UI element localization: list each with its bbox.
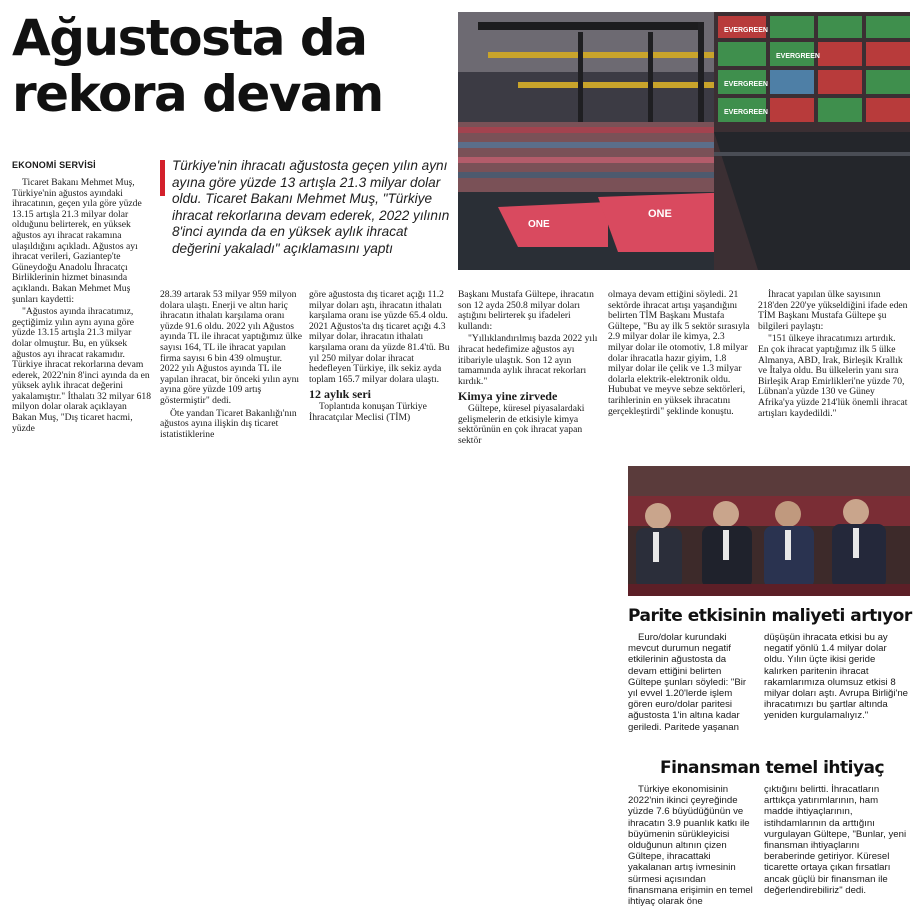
- paragraph: "Yıllıklandırılmış bazda 2022 yılı ihracat hedefimize ağustos ayı itibariyle ulaştık. Son 12 ayın tamamında aylık ihracat rekorları kırdık.": [458, 333, 598, 387]
- paragraph: çıktığını belirtti. İhracatların arttıkça yatırımlarının, ham madde ihtiyaçlarının, istihdamlarının da arttığını vurgulayan Gültepe, "Bunlar, yeni finansman ihtiyaçlarını beraberinde getiriyor. Küresel ticarette ortaya çıkan fırsatları ancak güçlü bir finansman ile değerlendirebiliriz" dedi.: [764, 784, 907, 896]
- meeting-photo-illustration: [628, 466, 910, 596]
- paragraph: göre ağustosta dış ticaret açığı 11.2 milyar doları aştı, ihracatın ithalatı karşılama oranı ise yüzde 65.4 oldu. 2021 Ağustos'ta dış ticaret açığı 4.3 milyar dolar, ihracatın ithalatı karşılama oranı da yüzde 81.4'tü. Bu yıl 250 milyar dolar ihracat hedefleyen Türkiye, ilk sekiz ayda toplam 165.7 milyar dolara ulaştı.: [309, 289, 450, 385]
- paragraph: Ticaret Bakanı Mehmet Muş, Türkiye'nin ağustos ayındaki ihracatının, geçen yıla göre yüzde 13.15 artışla 21.3 milyar dolar olduğunu belirterek, en yüksek ağustos ayı ihracat rakamına ulaşıldığını açıkladı. Ağustos ayı ihracat verileri, Gaziantep'te Güneydoğu Anadolu İhracatçı Birliklerinin hizmet binasında açıklandı. Bakan Mehmet Muş şunları kaydetti:: [12, 177, 142, 305]
- paragraph: olmaya devam ettiğini söyledi. 21 sektörde ihracat artışı yaşandığını belirten TİM Başkanı Mustafa Gültepe, "Bu ay ilk 5 sektör sırasıyla 2.9 milyar dolar ile kimya, 2.3 milyar dolar ile otomotiv, 1.8 milyar dolar ihracatla hazır giyim, 1.8 milyar dolar ile çelik ve 1.3 milyar dolarla elektrik-elektronik oldu. Hububat ve meyve sebze sektörleri, tarihlerinin en yüksek ihracatını gerçekleştirdi" şeklinde konuştu.: [608, 289, 750, 417]
- paragraph: "151 ülkeye ihracatımızı artırdık. En çok ihracat yaptığımız ilk 5 ülke Almanya, ABD, Irak, Birleşik Krallık ve İtalya oldu. Bu ülkelerin yanı sıra Birleşik Arap Emirlikleri'ne yüzde 70, Lübnan'a yüzde 130 ve Güney Afrika'ya yüzde 214'lük önemli ihracat artışları kaydedildi.": [758, 333, 908, 419]
- paragraph: İhracat yapılan ülke sayısının 218'den 220'ye yükseldiğini ifade eden TİM Başkanı Mustafa Gültepe şu bilgileri paylaştı:: [758, 289, 908, 332]
- headline-line-2: rekora devam: [12, 65, 383, 123]
- article-column-5: [608, 290, 752, 419]
- lead-accent-bar: [160, 160, 165, 196]
- paragraph: Euro/dolar kurundaki mevcut durumun negatif etkilerinin ağustosta da devam ettiğini belirten Gültepe şunları söyledi: "Bir yıl evvel 1.20'lerde işlem gören euro/dolar paritesi ağustosta 1'in altına kadar geriledi. Paritede yaşanan: [628, 632, 747, 733]
- section-label: EKONOMİ SERVİSİ: [12, 160, 96, 170]
- parite-column-left: [628, 632, 756, 733]
- finansman-column-right: [764, 784, 910, 896]
- paragraph: "Ağustos ayında ihracatımız, geçtiğimiz yılın aynı ayına göre yüzde 13.15 artışla 21.3 milyar dolar olmuştur. Bu, en yüksek ağustos ayı ihracat rakamıdır. Türkiye ihracat rekorlarına devam ederek, 2022'nin 8'inci ayında da en yüksek aylık ihracat değerini yakalamıştır." İthalatı 32 milyar 618 milyon dolar olarak açıklayan Bakan Muş, "Dış ticaret hacmi, yüzde: [12, 306, 151, 434]
- meeting-photo: [628, 466, 910, 596]
- paragraph: Öte yandan Ticaret Bakanlığı'nın ağustos ayına ilişkin dış ticaret istatistiklerine: [160, 407, 297, 440]
- article-column-4: [458, 290, 602, 448]
- article-column-1: [12, 178, 152, 436]
- subhead-kimya: Kimya yine zirvede: [458, 389, 558, 404]
- lead-paragraph: Türkiye'nin ihracatı ağustosta geçen yılın aynı ayına göre yüzde 13 artışla 21.3 milyar dolar oldu. Ticaret Bakanı Mehmet Muş, "Türkiye ihracat rekorlarına devam ederek, 2022 yılının 8'inci ayında da en yüksek aylık ihracat değerini yakaladı" açıklamasını yaptı: [172, 158, 450, 256]
- paragraph: Türkiye ekonomisinin 2022'nin ikinci çeyreğinde yüzde 7.6 büyüdüğünün ve ihracatın 3.9 puanlık katkı ile büyümenin sürükleyicisi olduğunun altının çizen Gültepe, ihracattaki yakalanan artış ivmesinin sürmesi açısından finansmana erişimin en temel ihtiyaç olarak öne: [628, 784, 753, 908]
- article-column-2: [160, 290, 302, 442]
- parite-column-right: [764, 632, 910, 722]
- paragraph: 28.39 artarak 53 milyar 959 milyon dolara ulaştı. Enerji ve altın hariç ihracatın ithalatı karşılama oranı yüzde 91.6 oldu. 2022 yılı Ağustos ayında TL ile ihracat yaptığımız ülke sayısı 164, TL ile ihracat yapılan firma sayısı 6 bin 439 olmuştur. 2022 yılı Ağustos ayında TL ile yapılan ihracat, bir önceki yılın aynı ayına göre yüzde 109 artış göstermiştir" dedi.: [160, 289, 302, 406]
- paragraph: Başkanı Mustafa Gültepe, ihracatın son 12 ayda 250.8 milyar doları aştığını belirterek şu ifadeleri kullandı:: [458, 289, 594, 332]
- container-text: EVERGREEN: [724, 109, 768, 116]
- article-column-3: [309, 290, 451, 425]
- article-column-6: [758, 290, 908, 421]
- paragraph: Toplantıda konuşan Türkiye İhracatçılar Meclisi (TİM): [309, 400, 427, 423]
- paragraph: düşüşün ihracata etkisi bu ay negatif yönlü 1.4 milyar dolar oldu. Yılın üçte ikisi geride kalırken paritenin ihracat rakamlarımıza olumsuz etkisi 8 milyar doları aştı. Avrupa Birliği'ne ihracatımızı bu şartlar altında yeniden kurgulamalıyız.": [764, 632, 909, 722]
- section-title-parite: Parite etkisinin maliyeti artıyor: [628, 606, 912, 626]
- port-photo-illustration: [458, 12, 910, 270]
- port-photo: [458, 12, 910, 270]
- ship-logo-text: ONE: [648, 208, 672, 220]
- section-title-finansman: Finansman temel ihtiyaç: [660, 758, 885, 778]
- headline-line-1: Ağustosta da: [12, 9, 367, 67]
- container-text: EVERGREEN: [724, 27, 768, 34]
- headline: [12, 10, 452, 122]
- ship-logo-text: ONE: [528, 219, 550, 230]
- container-text: EVERGREEN: [776, 53, 820, 60]
- finansman-column-left: [628, 784, 756, 907]
- subhead-12-aylik: 12 aylık seri: [309, 387, 371, 402]
- paragraph: Gültepe, küresel piyasalardaki gelişmelerin de etkisiyle kimya sektörünün en çok ihracat yapan sektör: [458, 402, 585, 446]
- container-text: EVERGREEN: [724, 81, 768, 88]
